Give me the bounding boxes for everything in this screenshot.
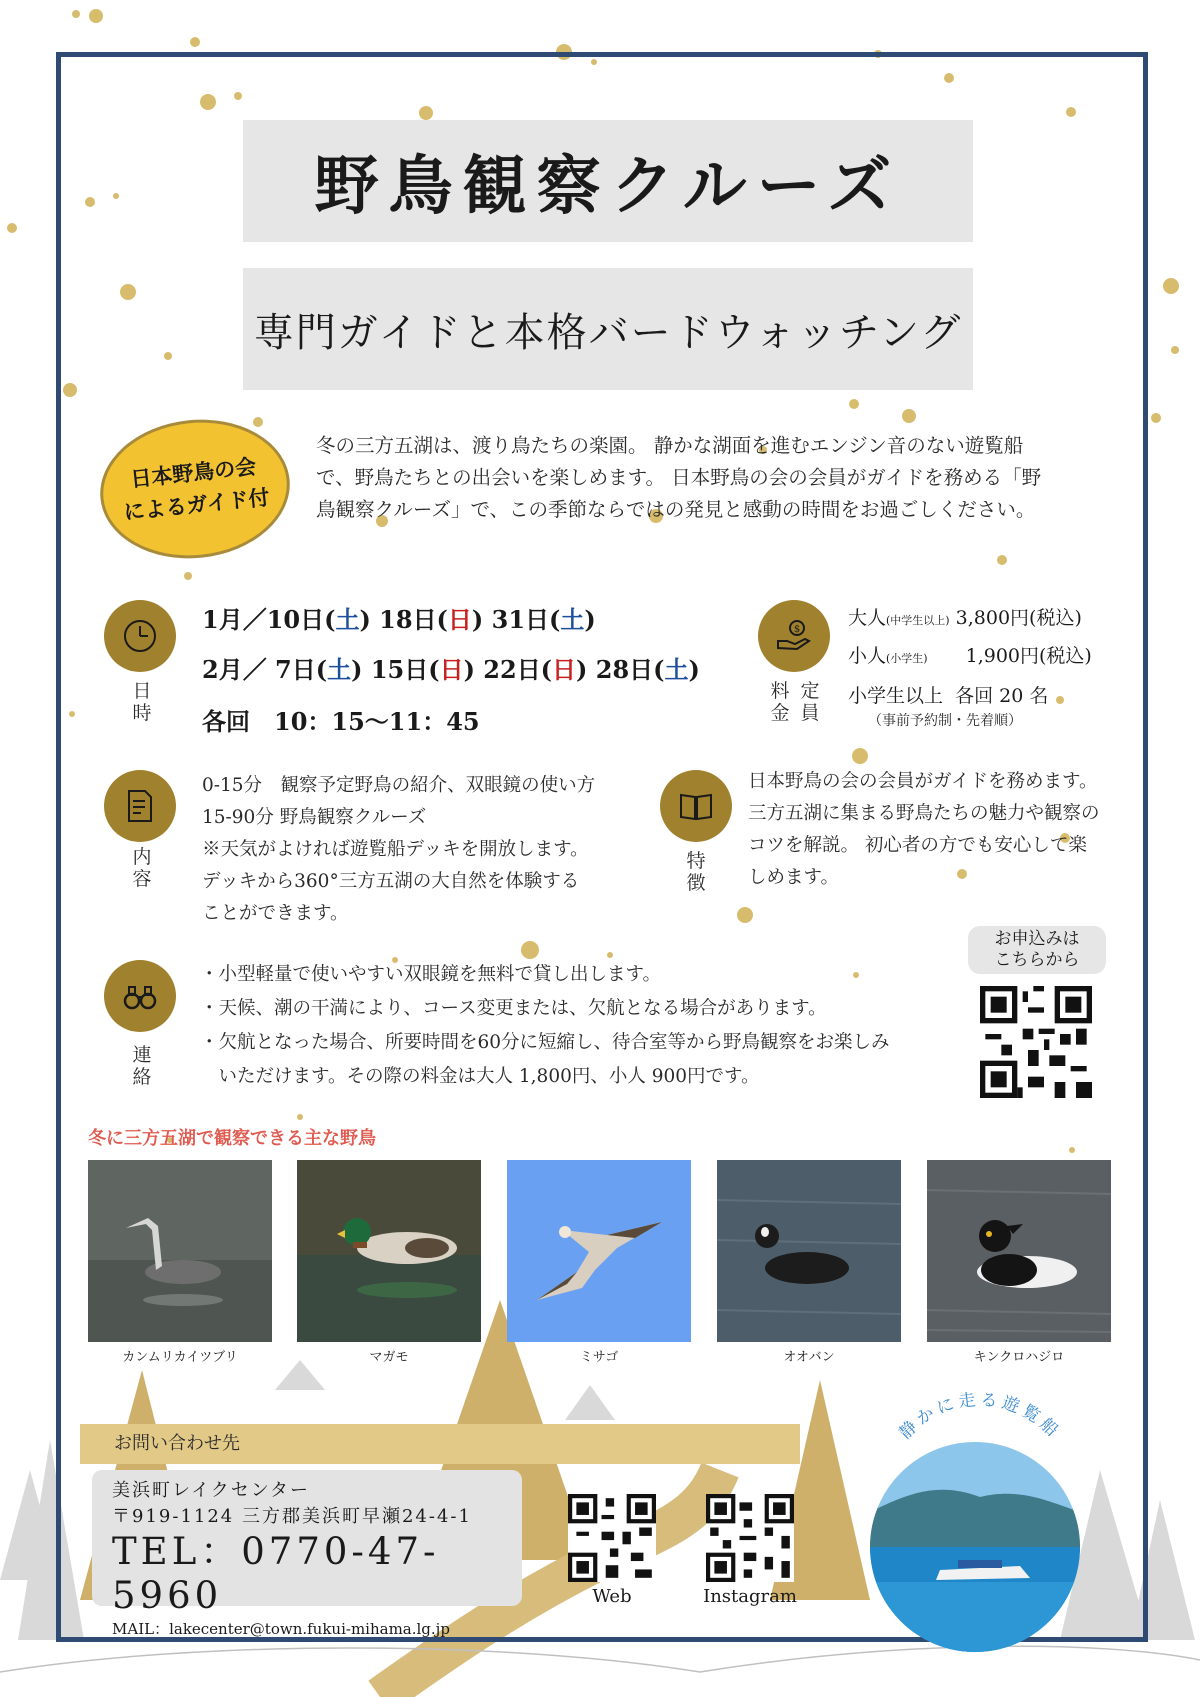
feature-label-top: 特 [686, 850, 706, 872]
price-child: 小人(小学生) 1,900円(税込) [848, 645, 1092, 667]
content-text [202, 770, 595, 930]
schedule-label-bottom: 時 [132, 702, 152, 724]
bird-photo-mallard [297, 1160, 481, 1342]
money-hand-icon [773, 615, 815, 657]
apply-qr-code[interactable] [980, 986, 1092, 1098]
apply-label: お申込みは こちらから [968, 926, 1106, 974]
svg-text:$: $ [793, 624, 801, 635]
schedule-time: 各回 10：15～11：45 [202, 707, 480, 736]
page-subtitle: 専門ガイドと本格バードウォッチング [253, 309, 963, 356]
capacity: 小学生以上 各回 20 名 [848, 685, 1049, 707]
book-icon-circle [660, 770, 732, 842]
contact-mail[interactable]: MAIL：lakecenter@town.fukui-mihama.lg.jp [112, 1620, 450, 1638]
bird-photo-osprey [507, 1160, 691, 1342]
content-label-top: 内 [132, 846, 152, 868]
schedule-label-top: 日 [132, 680, 152, 702]
bird-label: カンムリカイツブリ [122, 1350, 238, 1365]
contact-box [92, 1470, 522, 1638]
content-line: 0-15分 観察予定野鳥の紹介、双眼鏡の使い方 [202, 775, 596, 796]
binoculars-icon-circle [104, 960, 176, 1032]
notice-line: いただけます。その際の料金は大人 1,800円、小人 900円です。 [200, 1066, 760, 1087]
document-icon-circle [104, 770, 176, 842]
bird-photo-tufted-duck [927, 1160, 1111, 1342]
feature-line: しめます。 [748, 867, 840, 888]
birds-heading: 冬に三方五湖で観察できる主な野鳥 [88, 1128, 376, 1149]
bird-photo-great-crested-grebe [88, 1160, 272, 1342]
contact-name: 美浜町レイクセンター [112, 1480, 311, 1501]
web-qr-label: Web [592, 1586, 632, 1607]
bird-label: キンクロハジロ [973, 1350, 1065, 1365]
guide-badge-text: 日本野鳥の会 によるガイド付 [122, 453, 271, 525]
content-line: デッキから360°三方五湖の大自然を体験する [202, 871, 580, 892]
instagram-qr-code[interactable] [706, 1494, 794, 1582]
instagram-qr-label: Instagram [703, 1586, 797, 1607]
bird-photo-eurasian-coot [717, 1160, 901, 1342]
document-icon [119, 785, 161, 827]
bird-label: オオバン [783, 1350, 835, 1365]
feature-text [748, 766, 1100, 894]
feature-label-bottom: 徴 [686, 872, 706, 894]
clock-icon-circle [104, 600, 176, 672]
notice-label-bottom: 絡 [132, 1066, 152, 1088]
notice-text [200, 958, 890, 1094]
contact-address: 〒919-1124 三方郡美浜町早瀬24-4-1 [112, 1506, 472, 1527]
web-qr-code[interactable] [568, 1494, 656, 1582]
price-label-b: 金 [770, 702, 790, 724]
content-line: ※天気がよければ遊覧船デッキを開放します。 [202, 839, 589, 860]
money-icon-circle [758, 600, 830, 672]
boat-photo [870, 1442, 1080, 1652]
clock-icon [119, 615, 161, 657]
subtitle-box [243, 268, 973, 390]
feature-line: コツを解説。 初心者の方でも安心して楽 [748, 835, 1087, 856]
content-label-bottom: 容 [132, 868, 152, 890]
price-label-a: 料 [770, 680, 790, 702]
schedule-february: 2月／ 7日(土) 15日(日) 22日(日) 28日(土) [202, 655, 700, 684]
price-label-d: 員 [800, 702, 820, 724]
bird-label: マガモ [369, 1350, 409, 1365]
boat-caption-arc [880, 1380, 1080, 1460]
feature-line: 日本野鳥の会の会員がガイドを務めます。 [748, 771, 1098, 792]
title-box [243, 120, 973, 242]
contact-tel[interactable]: TEL：0770-47-5960 [112, 1530, 440, 1617]
contact-heading: お問い合わせ先 [80, 1424, 800, 1464]
bird-label: ミサゴ [579, 1350, 619, 1365]
intro-text: 冬の三方五湖は、渡り鳥たちの楽園。 静かな湖面を進むエンジン音のない遊覧船で、野鳥たちとの出会いを楽しめます。 日本野鳥の会の会員がガイドを務める「野鳥観察クルーズ」で、この季節ならではの発見と感動の時間をお過ごしください。 [316, 434, 1042, 521]
notice-line: ・欠航となった場合、所要時間を60分に短縮し、待合室等から野鳥観察をお楽しみ [200, 1032, 890, 1053]
content-line: ことができます。 [202, 903, 349, 924]
notice-line: ・天候、潮の干満により、コース変更または、欠航となる場合があります。 [200, 998, 827, 1019]
boat-caption: 静かに走る遊覧船 [895, 1389, 1065, 1444]
notice-line: ・小型軽量で使いやすい双眼鏡を無料で貸し出します。 [200, 964, 662, 985]
binoculars-icon [119, 975, 161, 1017]
price-label-c: 定 [800, 680, 820, 702]
notice-label-top: 連 [132, 1044, 152, 1066]
price-adult: 大人(中学生以上) 3,800円(税込) [848, 607, 1082, 629]
feature-line: 三方五湖に集まる野鳥たちの魅力や観察の [748, 803, 1100, 824]
book-icon [675, 785, 717, 827]
svg-text:静かに走る遊覧船 [896, 1390, 1065, 1444]
schedule-january: 1月／10日(土) 18日(日) 31日(土) [202, 605, 596, 634]
page-title: 野鳥観察クルーズ [314, 149, 902, 224]
content-line: 15-90分 野鳥観察クルーズ [202, 807, 427, 828]
capacity-note: （事前予約制・先着順） [868, 713, 1022, 729]
